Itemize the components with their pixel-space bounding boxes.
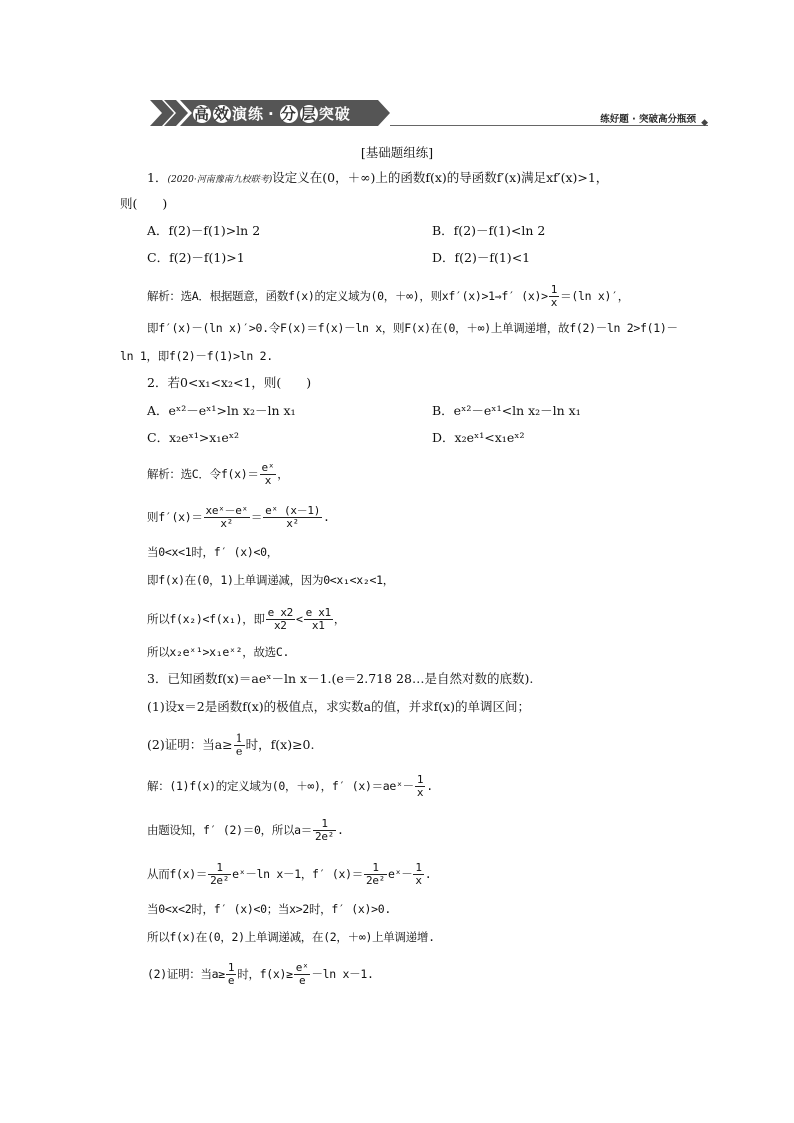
- denominator: e: [227, 974, 235, 987]
- denominator: 2e²: [315, 830, 334, 843]
- header-rule: [390, 125, 708, 126]
- diamond-icon: ◆: [701, 118, 708, 128]
- q2-option-d: D．x₂eˣ¹<x₁eˣ²: [432, 430, 525, 445]
- q2-option-b: B．eˣ²－eˣ¹<ln x₂－ln x₁: [432, 403, 581, 418]
- header-title: [192, 103, 351, 124]
- text: (2)证明：当a≥: [147, 967, 225, 981]
- text: .: [323, 510, 330, 524]
- q3-solution-line4: 当0<x<2时，f′ (x)<0；当x>2时，f′ (x)>0.: [147, 902, 391, 916]
- header-slogan: 练好题 · 突破高分瓶颈: [600, 114, 696, 125]
- section-title: [基础题组练]: [360, 145, 434, 160]
- q2-solution-line2: [147, 505, 330, 530]
- fraction: [304, 607, 333, 632]
- numerator: 1: [415, 861, 422, 874]
- q1-number: 1．: [147, 170, 168, 185]
- title-separator: ·: [268, 105, 275, 123]
- text: .: [424, 867, 432, 881]
- denominator: x: [550, 296, 558, 309]
- q1-option-b: B．f(2)－f(1)<ln 2: [432, 223, 546, 238]
- text: eˣ－: [387, 867, 413, 881]
- text: 从而f(x)＝: [147, 867, 208, 881]
- numerator: e x2: [267, 606, 293, 619]
- fraction: [204, 505, 250, 530]
- fraction: [260, 462, 277, 487]
- fraction: [413, 862, 423, 887]
- text: 所以f(x₂)<f(x₁)，即: [147, 612, 265, 626]
- q3-stem: 3．已知函数f(x)＝aeˣ－ln x－1.(e＝2.718 28…是自然对数的底数).: [147, 671, 534, 686]
- title-char: 高: [193, 105, 210, 123]
- q2-solution-line3: 当0<x<1时，f′ (x)<0，: [147, 545, 278, 559]
- q2-stem: 2．若0<x₁<x₂<1，则( ): [147, 375, 312, 390]
- numerator: 1: [550, 283, 558, 296]
- q3-part1: (1)设x＝2是函数f(x)的极值点，求实数a的值，并求f(x)的单调区间；: [147, 699, 531, 714]
- q1-stem: [147, 170, 608, 188]
- q2-option-c: C．x₂eˣ¹>x₁eˣ²: [147, 430, 240, 445]
- text: ，: [277, 467, 289, 481]
- text: 解：(1)f(x)的定义域为(0，＋∞)，f′ (x)＝aeˣ－: [147, 779, 414, 793]
- denominator: 2e²: [210, 874, 230, 887]
- q1-stem-text: 设定义在(0，＋∞)上的函数f(x)的导函数f′(x)满足xf′(x)>1，: [272, 170, 609, 185]
- text: ＝: [250, 510, 263, 524]
- fraction: [208, 862, 231, 887]
- fraction: [415, 774, 425, 799]
- numerator: 1: [227, 961, 235, 974]
- denominator: x: [415, 874, 422, 887]
- text: 时，f(x)≥0.: [245, 737, 315, 752]
- denominator: x²: [286, 517, 299, 530]
- text: 则f′(x)＝: [147, 510, 203, 524]
- numerator: eˣ (x－1): [265, 504, 321, 517]
- text: .: [426, 779, 433, 793]
- text: eˣ－ln x－1，f′ (x)＝: [232, 867, 363, 881]
- fraction: [364, 862, 387, 887]
- title-text: 演练: [232, 105, 265, 123]
- text: －ln x－1.: [311, 967, 374, 981]
- title-char: 效: [213, 105, 230, 123]
- fraction: [263, 505, 322, 530]
- q1-option-c: C．f(2)－f(1)>1: [147, 250, 245, 265]
- text: ，: [333, 612, 346, 626]
- fraction: [313, 818, 336, 843]
- fraction: [549, 284, 559, 309]
- q3-part2: [147, 733, 314, 758]
- fraction: [266, 607, 295, 632]
- title-char: 层: [300, 105, 317, 123]
- q2-solution-line1: [147, 462, 288, 487]
- denominator: 2e²: [366, 874, 385, 887]
- denominator: x²: [220, 517, 234, 530]
- text: 解析：选A．根据题意，函数f(x)的定义域为(0，＋∞)，则xf′(x)>1⇒f′ (x)>: [147, 289, 548, 303]
- text: ＝(ln x)′，: [560, 289, 629, 303]
- q3-solution-line6: [147, 962, 374, 987]
- numerator: 1: [313, 818, 336, 831]
- q3-solution-line5: 所以f(x)在(0，2)上单调递减，在(2，＋∞)上单调递增.: [147, 930, 435, 944]
- fraction: [226, 962, 236, 987]
- q1-solution-line1: [147, 284, 629, 309]
- q2-solution-line4: 即f(x)在(0，1)上单调递减，因为0<x₁<x₂<1，: [147, 573, 394, 587]
- text: 时，f(x)≥: [237, 967, 293, 981]
- title-text: 突破: [318, 105, 351, 123]
- text: 解析：选C．令f(x)＝: [147, 467, 259, 481]
- text: (2)证明：当a≥: [147, 737, 233, 752]
- q1-solution-line2: 即f′(x)－(ln x)′>0.令F(x)＝f(x)－ln x，则F(x)在(0，＋∞)上单调递增，故f(2)－ln 2>f(1)－: [147, 321, 678, 335]
- q2-option-a: A．eˣ²－eˣ¹>ln x₂－ln x₁: [147, 403, 296, 418]
- q1-stem-line2: 则( ): [120, 196, 168, 211]
- fraction: [234, 733, 245, 758]
- numerator: 1: [235, 732, 243, 745]
- numerator: e x1: [305, 606, 331, 619]
- denominator: e: [235, 745, 243, 758]
- q1-option-d: D．f(2)－f(1)<1: [432, 250, 531, 265]
- text: .: [336, 823, 344, 837]
- fraction: [294, 962, 311, 987]
- denominator: e: [298, 974, 306, 987]
- numerator: xeˣ－eˣ: [205, 504, 248, 517]
- numerator: 1: [416, 773, 424, 786]
- denominator: x: [416, 786, 424, 799]
- title-char: 分: [280, 105, 297, 123]
- section-header-banner: [150, 100, 708, 128]
- q3-solution-line3: [147, 862, 431, 887]
- q2-solution-line6: 所以x₂eˣ¹>x₁eˣ²，故选C.: [147, 645, 290, 659]
- denominator: x: [264, 474, 272, 487]
- numerator: eˣ: [295, 961, 309, 974]
- q1-source: (2020·河南豫南九校联考): [167, 175, 273, 185]
- numerator: 1: [364, 862, 387, 875]
- q1-solution-line3: ln 1，即f(2)－f(1)>ln 2.: [120, 349, 273, 363]
- q2-solution-line5: [147, 607, 345, 632]
- q1-option-a: A．f(2)－f(1)>ln 2: [147, 223, 261, 238]
- text: 由题设知，f′ (2)＝0，所以a＝: [147, 823, 312, 837]
- numerator: 1: [208, 862, 231, 875]
- q3-solution-line2: [147, 818, 344, 843]
- denominator: x1: [311, 619, 325, 632]
- numerator: eˣ: [261, 461, 275, 474]
- q3-solution-line1: [147, 774, 433, 799]
- text: <: [295, 612, 303, 626]
- denominator: x2: [273, 619, 287, 632]
